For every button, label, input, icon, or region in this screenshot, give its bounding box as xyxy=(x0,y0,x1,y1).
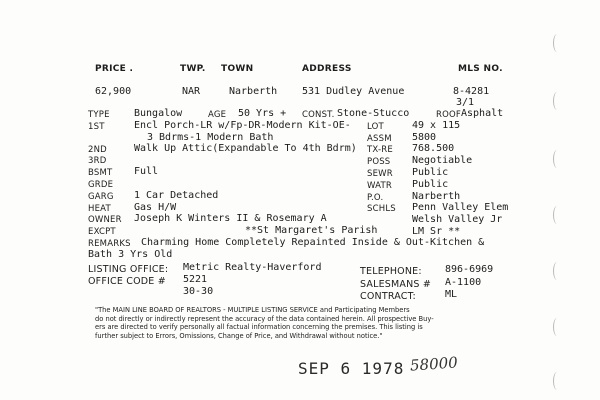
age-label: AGE xyxy=(208,110,227,120)
exception-label: EXCPT xyxy=(88,227,116,237)
tax-label: TX-RE xyxy=(367,145,393,155)
roof-label: ROOF xyxy=(436,110,461,120)
remarks-value-cont: Bath 3 Yrs Old xyxy=(88,249,173,260)
binder-ring-icon xyxy=(553,318,561,336)
basement-value: Full xyxy=(134,166,159,177)
listing-office-value: Metric Realty-Haverford xyxy=(183,262,322,273)
address-label: ADDRESS xyxy=(302,64,352,74)
const-value: Stone-Stucco xyxy=(337,108,410,119)
disclaimer-line: ers are directed to verify personally all factual information concerning the premises. This listing is xyxy=(95,323,423,332)
binder-ring-icon xyxy=(553,206,561,224)
twp-label: TWP. xyxy=(180,64,206,74)
tax-value: 768.500 xyxy=(412,143,455,154)
assessment-label: ASSM xyxy=(367,134,392,144)
mls-label: MLS NO. xyxy=(458,64,503,74)
disclaimer-line: do not directly or indirectly represent the accuracy of the data contained herein. All prospective Buy- xyxy=(95,314,434,323)
address-value: 531 Dudley Avenue xyxy=(302,86,405,97)
owner-label: OWNER xyxy=(88,215,122,225)
handwritten-note: 58000 xyxy=(409,353,459,375)
heat-value: Gas H/W xyxy=(134,202,177,213)
listing-office-label: LISTING OFFICE: xyxy=(88,264,169,275)
telephone-value: 896-6969 xyxy=(445,264,494,275)
age-value: 50 Yrs + xyxy=(238,108,287,119)
remarks-value: Charming Home Completely Repainted Inside & Out-Kitchen & xyxy=(141,237,485,248)
basement-label: BSMT xyxy=(88,168,113,178)
type-value: Bungalow xyxy=(134,108,183,119)
third-floor-label: 3RD xyxy=(88,156,107,166)
sewer-label: SEWR xyxy=(367,169,393,179)
binder-ring-icon xyxy=(553,34,561,52)
second-floor-label: 2ND xyxy=(88,145,107,155)
disclaimer-line: further subject to Errors, Omissions, Change of Price, and Withdrawal without notice." xyxy=(95,331,383,340)
first-floor-label: 1ST xyxy=(88,122,105,132)
lot-value: 49 x 115 xyxy=(412,120,461,131)
town-value: Narberth xyxy=(229,86,278,97)
post-office-label: P.O. xyxy=(367,193,384,203)
salesman-value: A-1100 xyxy=(445,277,482,288)
sewer-value: Public xyxy=(412,167,449,178)
binder-ring-icon xyxy=(553,92,561,110)
schools-label: SCHLS xyxy=(367,204,396,214)
mls-number: 8-4281 xyxy=(453,86,490,97)
twp-value: NAR xyxy=(182,86,201,97)
telephone-label: TELEPHONE: xyxy=(360,266,422,277)
binder-ring-icon xyxy=(553,262,561,280)
type-label: TYPE xyxy=(88,110,110,120)
salesman-label: SALESMANS # xyxy=(360,279,432,290)
roof-value: Asphalt xyxy=(461,108,504,119)
const-label: CONST. xyxy=(302,110,335,120)
binder-ring-icon xyxy=(553,150,561,168)
office-code-label: OFFICE CODE # xyxy=(88,276,166,287)
lot-label: LOT xyxy=(367,122,384,132)
heat-label: HEAT xyxy=(88,204,111,214)
first-floor-value: Encl Porch-LR w/Fp-DR-Modern Kit-OE- xyxy=(134,120,351,131)
school-sr-value: LM Sr ** xyxy=(412,226,461,237)
mls-subnumber: 3/1 xyxy=(456,97,475,108)
garage-label: GARG xyxy=(88,192,114,202)
second-floor-value: Walk Up Attic(Expandable To 4th Bdrm) xyxy=(134,143,357,154)
binder-ring-icon xyxy=(553,372,561,390)
contract-value: ML xyxy=(445,289,458,300)
price-label: PRICE . xyxy=(95,64,134,74)
grade-label: GRDE xyxy=(88,180,114,190)
owner-value: Joseph K Winters II & Rosemary A xyxy=(134,213,327,224)
garage-value: 1 Car Detached xyxy=(134,190,219,201)
office-code-value: 5221 xyxy=(183,274,208,285)
post-office-value: Narberth xyxy=(412,191,461,202)
disclaimer-line: "The MAIN LINE BOARD OF REALTORS - MULTIPLE LISTING SERVICE and Participating Members xyxy=(95,306,410,314)
exception-value: **St Margaret's Parish xyxy=(245,225,378,236)
school-elem-value: Penn Valley Elem xyxy=(412,202,509,213)
first-floor-value-cont: 3 Bdrms-1 Modern Bath xyxy=(147,132,274,143)
contract-label: CONTRACT: xyxy=(360,291,416,302)
possession-label: POSS xyxy=(367,157,391,167)
town-label: TOWN xyxy=(221,64,254,74)
school-jr-value: Welsh Valley Jr xyxy=(412,214,503,225)
water-label: WATR xyxy=(367,181,392,191)
remarks-label: REMARKS xyxy=(88,239,131,249)
possession-value: Negotiable xyxy=(412,155,473,166)
water-value: Public xyxy=(412,179,449,190)
date-stamp: SEP 6 1978 xyxy=(298,359,405,378)
price-value: 62,900 xyxy=(95,86,132,97)
assessment-value: 5800 xyxy=(412,132,437,143)
disclaimer xyxy=(95,306,505,340)
office-code-value-2: 30-30 xyxy=(183,286,214,297)
